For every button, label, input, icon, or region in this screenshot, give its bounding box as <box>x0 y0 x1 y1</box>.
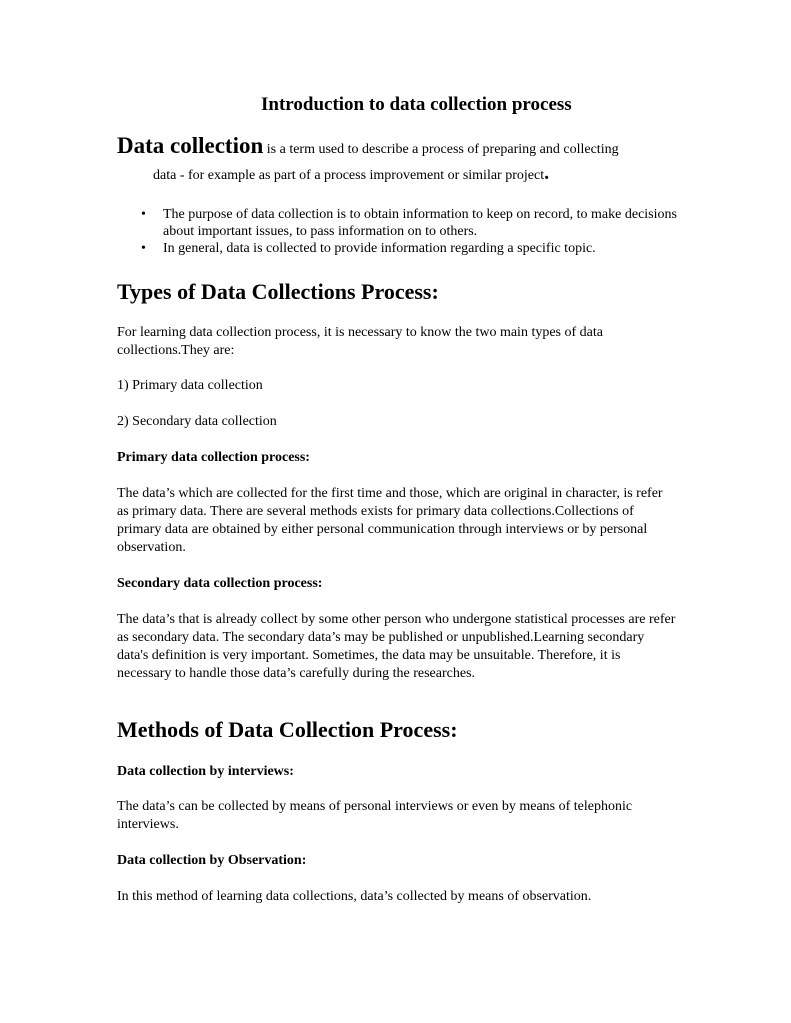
intro-line2 <box>117 164 677 185</box>
interviews-paragraph: The data’s can be collected by means of personal interviews or even by means of telephonic interviews. <box>117 799 633 832</box>
observation-heading: Data collection by Observation: <box>117 853 307 868</box>
bullet-text: The purpose of data collection is to obtain information to keep on record, to make decisions about important issues, to pass information on to others. <box>163 207 677 239</box>
intro-bullet-list <box>117 206 677 257</box>
observation-paragraph: In this method of learning data collections, data’s collected by means of observation. <box>117 889 592 904</box>
intro-line1-rest: is a term used to describe a process of preparing and collecting <box>266 142 619 157</box>
bullet-dot-icon: • <box>141 207 146 222</box>
intro-line2-end: . <box>544 162 550 184</box>
list-item <box>117 240 677 257</box>
bullet-dot-icon: • <box>141 241 146 256</box>
secondary-heading: Secondary data collection process: <box>117 576 323 591</box>
intro-lead-term: Data collection <box>117 133 264 158</box>
types-item-secondary: 2) Secondary data collection <box>117 414 277 429</box>
types-intro-paragraph: For learning data collection process, it is necessary to know the two main types of data collections.They are: <box>117 325 603 358</box>
primary-heading: Primary data collection process: <box>117 450 310 465</box>
document-title: Introduction to data collection process <box>261 94 572 115</box>
intro-line2-text: data - for example as part of a process improvement or similar project <box>153 168 545 183</box>
bullet-text: In general, data is collected to provide information regarding a specific topic. <box>163 241 596 256</box>
list-item <box>117 206 677 240</box>
primary-paragraph: The data’s which are collected for the first time and those, which are original in character, is refer as primary data. There are several methods exists for primary data collections.Collections of primary data are obtained by either personal communication through interviews or by personal observation. <box>117 486 663 555</box>
intro-paragraph <box>117 134 677 185</box>
interviews-heading: Data collection by interviews: <box>117 764 294 779</box>
types-heading: Types of Data Collections Process: <box>117 279 439 304</box>
secondary-paragraph: The data’s that is already collect by some other person who undergone statistical processes are refer as secondary data. The secondary data’s may be published or unpublished.Learning secondary data's definition is very important. Sometimes, the data may be unsuitable. Therefore, it is necessary to handle those data’s carefully during the researches. <box>117 612 676 681</box>
methods-heading: Methods of Data Collection Process: <box>117 717 458 742</box>
types-item-primary: 1) Primary data collection <box>117 378 263 393</box>
